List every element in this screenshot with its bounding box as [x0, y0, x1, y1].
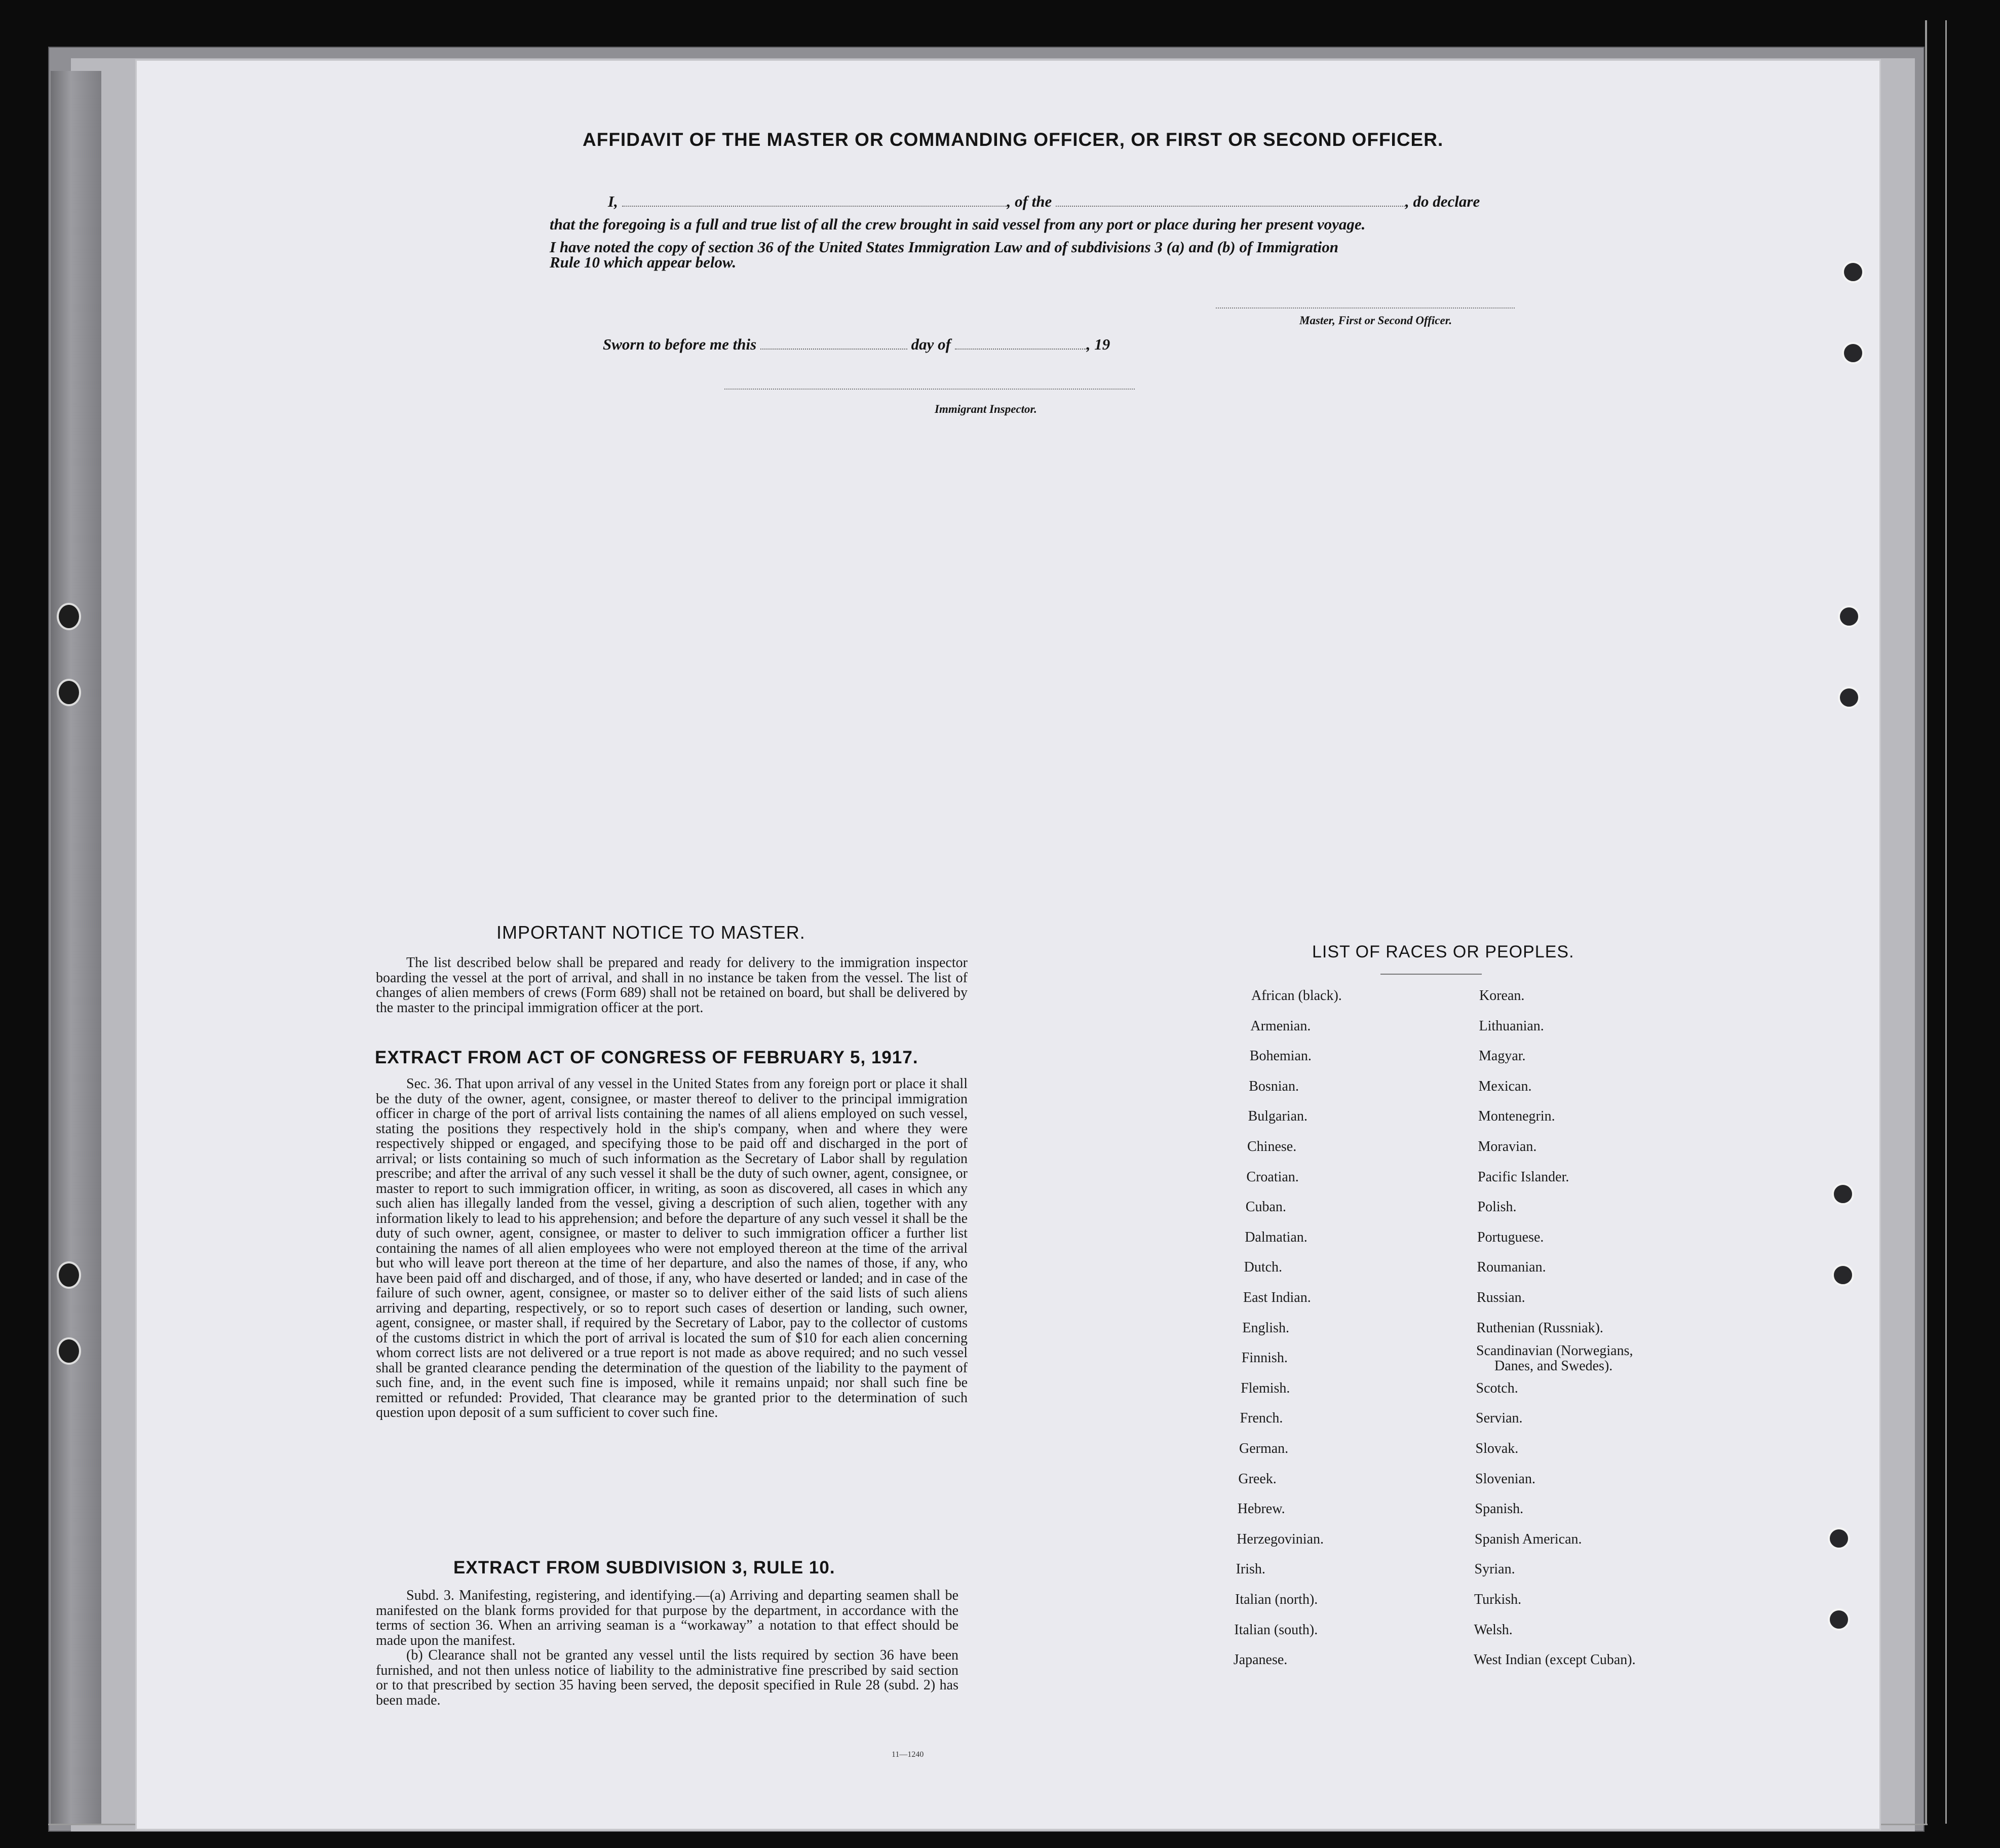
- race-item: Italian (north).: [1235, 1592, 1318, 1607]
- race-item: Armenian.: [1250, 1018, 1311, 1034]
- races-title: LIST OF RACES OR PEOPLES.: [1312, 942, 1574, 961]
- race-item: Finnish.: [1241, 1350, 1288, 1366]
- race-item: Roumanian.: [1477, 1259, 1546, 1276]
- race-item: Dalmatian.: [1245, 1229, 1307, 1245]
- rule-extract-body: [376, 1588, 958, 1708]
- notice-title: IMPORTANT NOTICE TO MASTER.: [496, 922, 805, 943]
- inspector-signature-line[interactable]: [724, 388, 1135, 390]
- race-item: Syrian.: [1474, 1561, 1515, 1577]
- race-item: Scotch.: [1476, 1380, 1518, 1396]
- race-item: Bosnian.: [1249, 1078, 1299, 1094]
- affidavit-line-2: that the foregoing is a full and true list of all the crew brought in said vessel from any port or place during her present voyage.: [550, 215, 1366, 233]
- race-item: Scandinavian (Norwegians,: [1476, 1343, 1633, 1359]
- punch-hole: [1838, 605, 1860, 628]
- race-item: Mexican.: [1478, 1078, 1532, 1094]
- race-item: Spanish American.: [1475, 1531, 1582, 1547]
- month-blank[interactable]: [955, 348, 1087, 350]
- affidavit-title: AFFIDAVIT OF THE MASTER OR COMMANDING OFFICER, OR FIRST OR SECOND OFFICER.: [583, 129, 1444, 150]
- left-binding-strip: [51, 71, 101, 1824]
- race-item: Slovak.: [1475, 1441, 1519, 1456]
- sworn-line: [603, 335, 1110, 354]
- race-item: Bohemian.: [1249, 1048, 1312, 1064]
- race-item: East Indian.: [1243, 1290, 1311, 1305]
- binding-hole: [57, 1261, 81, 1289]
- master-signature-line[interactable]: [1216, 306, 1515, 309]
- race-item: African (black).: [1251, 988, 1342, 1004]
- day-blank[interactable]: [760, 348, 907, 350]
- race-item: Herzegovinian.: [1237, 1531, 1324, 1547]
- race-item: Portuguese.: [1477, 1229, 1544, 1245]
- act-extract-body: [376, 1076, 968, 1420]
- race-item: Japanese.: [1233, 1652, 1288, 1668]
- punch-hole: [1842, 342, 1864, 364]
- race-item: Moravian.: [1478, 1139, 1537, 1154]
- affidavit-declaration-line: [608, 192, 1480, 211]
- binding-hole: [57, 603, 81, 630]
- race-scandinavian-continued: Danes, and Swedes).: [1494, 1358, 1613, 1374]
- punch-hole: [1842, 261, 1864, 283]
- vessel-blank[interactable]: [1056, 205, 1405, 207]
- sworn-text: Sworn to before me this: [603, 335, 757, 353]
- races-title-rule: [1380, 974, 1482, 975]
- race-item: Welsh.: [1474, 1622, 1513, 1638]
- race-item: Greek.: [1238, 1471, 1277, 1487]
- race-item: Flemish.: [1241, 1380, 1290, 1396]
- race-item: Bulgarian.: [1248, 1108, 1308, 1125]
- notice-body: [376, 955, 968, 1015]
- race-item: Dutch.: [1244, 1259, 1283, 1276]
- notice-text: The list described below shall be prepared and ready for delivery to the immigration inspector boarding the vessel at the port of arrival, and shall in no instance be taken from the vessel. The list of changes of alien members of crews (Form 689) shall not be retained on board, but shall be delivered by the master to the principal immigration officer at the port.: [376, 955, 968, 1016]
- rule-extract-title: EXTRACT FROM SUBDIVISION 3, RULE 10.: [453, 1558, 835, 1577]
- inspector-signature-label: Immigrant Inspector.: [935, 403, 1037, 415]
- document-page: [137, 61, 1879, 1829]
- day-of: day of: [911, 335, 951, 353]
- race-item: Pacific Islander.: [1478, 1169, 1569, 1185]
- race-item: Slovenian.: [1475, 1471, 1535, 1487]
- race-item: Italian (south).: [1234, 1622, 1318, 1638]
- race-item: Lithuanian.: [1479, 1018, 1544, 1034]
- punch-hole: [1832, 1183, 1854, 1205]
- affidavit-of-the: , of the: [1007, 192, 1052, 210]
- race-item: Croatian.: [1246, 1169, 1299, 1185]
- subd-3a-text: Subd. 3. Manifesting, registering, and identifying.—(a) Arriving and departing seamen shall be manifested on the blank forms provided for that purpose by the department, in accordance with the terms of section 36. When an arriving seaman is a “workaway” a notation to that effect should be made upon the manifest.: [376, 1588, 958, 1648]
- race-item: French.: [1240, 1410, 1283, 1427]
- scan-frame-line: [1925, 20, 1927, 1824]
- race-item: English.: [1242, 1320, 1289, 1336]
- form-number: 11—1240: [892, 1750, 924, 1759]
- race-item: Montenegrin.: [1478, 1108, 1555, 1125]
- affidavit-line-3: I have noted the copy of section 36 of the United States Immigration Law and of subdivisions 3 (a) and (b) of Immigration: [550, 238, 1338, 256]
- name-blank[interactable]: [622, 205, 1007, 207]
- race-item: Spanish.: [1475, 1501, 1524, 1517]
- race-item: West Indian (except Cuban).: [1474, 1652, 1636, 1668]
- race-item: German.: [1239, 1441, 1289, 1456]
- race-item: Ruthenian (Russniak).: [1476, 1320, 1603, 1336]
- affidavit-i: I,: [608, 192, 618, 210]
- binding-hole: [57, 1337, 81, 1365]
- section-36-text: Sec. 36. That upon arrival of any vessel in the United States from any foreign port or place it shall be the duty of the owner, agent, consignee, or master thereof to deliver to the principal immigration officer in charge of the port of arrival lists containing the names of all aliens employed on such vessel, stating the positions they respectively hold in the ship's company, when and where they were respectively shipped or engaged, and specifying those to be paid off and discharged in the port of arrival; or lists containing so much of such information as the Secretary of Labor shall by regulation prescribe; and after the arrival of any such vessel it shall be the duty of such owner, agent, consignee, or master to report to such immigration officer, in writing, as soon as discovered, all cases in which any such alien has illegally landed from the vessel, giving a description of such alien, together with any information likely to lead to his apprehension; and before the departure of any such vessel it shall be the duty of such owner, agent, consignee, or master to deliver to such immigration officer a further list containing the names of all alien employees who were not employed thereon at the time of the arrival but who will leave port thereon at the time of her departure, and also the names of those, if any, who have been paid off and discharged, and of those, if any, who have deserted or landed; and in case of the failure of such owner, agent, consignee, or master so to deliver either of the said lists of such aliens arriving and departing, respectively, or so to report such cases of desertion or landing, such owner, agent, consignee, or master shall, if required by the Secretary of Labor, pay to the collector of customs of the customs district in which the port of arrival is located the sum of $10 for each alien concerning whom correct lists are not delivered or a true report is not made as above required; and no such vessel shall be granted clearance pending the determination of the question of the liability to the payment of such fine, and, in the event such fine is imposed, while it remains unpaid; nor shall such fine be remitted or refunded: Provided, That clearance may be granted prior to the determination of such question upon deposit of a sum sufficient to cover such fine.: [376, 1076, 968, 1420]
- affidavit-line-4: Rule 10 which appear below.: [550, 253, 737, 271]
- punch-hole: [1832, 1264, 1854, 1286]
- affidavit-declare: , do declare: [1405, 192, 1480, 210]
- race-item: Cuban.: [1245, 1199, 1286, 1215]
- race-item: Irish.: [1236, 1561, 1265, 1577]
- race-item: Turkish.: [1474, 1592, 1522, 1607]
- race-item: Servian.: [1476, 1410, 1523, 1427]
- scan-frame-line: [1945, 20, 1947, 1824]
- race-item: Hebrew.: [1237, 1501, 1285, 1517]
- punch-hole: [1828, 1608, 1850, 1631]
- race-item: Russian.: [1477, 1290, 1525, 1305]
- master-signature-label: Master, First or Second Officer.: [1299, 314, 1452, 327]
- binding-hole: [57, 679, 81, 706]
- punch-hole: [1838, 686, 1860, 709]
- race-item: Chinese.: [1247, 1139, 1297, 1154]
- subd-3b-text: (b) Clearance shall not be granted any vessel until the lists required by section 36 have been furnished, and not then unless notice of liability to the administrative fine prescribed by said section or to that prescribed by section 35 having been served, the deposit specified in Rule 28 (subd. 2) has been made.: [376, 1647, 958, 1708]
- act-extract-title: EXTRACT FROM ACT OF CONGRESS OF FEBRUARY 5, 1917.: [375, 1048, 918, 1067]
- punch-hole: [1828, 1527, 1850, 1550]
- race-item: Korean.: [1479, 988, 1525, 1004]
- race-item: Magyar.: [1479, 1048, 1526, 1064]
- year-prefix: , 19: [1086, 335, 1110, 353]
- race-item: Polish.: [1477, 1199, 1517, 1215]
